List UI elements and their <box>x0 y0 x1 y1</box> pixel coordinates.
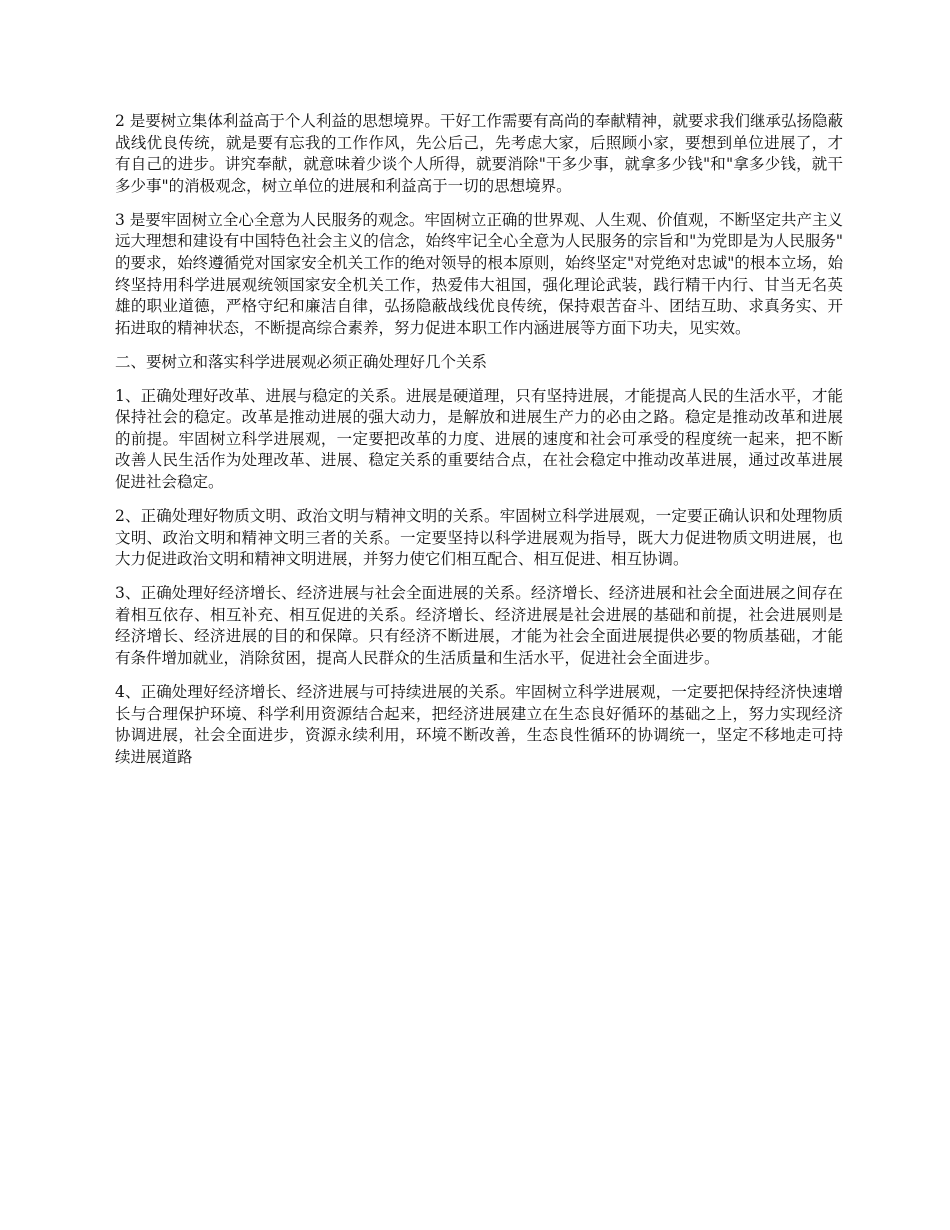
paragraph-relation-4: 4、正确处理好经济增长、经济进展与可持续进展的关系。牢固树立科学进展观，一定要把保持经济快速增长与合理保护环境、科学利用资源结合起来，把经济进展建立在生态良好循环的基础之上，努力实现经济协调进展，社会全面进步，资源永续利用，环境不断改善，生态良性循环的协调统一，坚定不移地走可持续进展道路 <box>115 683 843 766</box>
section-heading-2: 二、要树立和落实科学进展观必须正确处理好几个关系 <box>115 352 488 371</box>
document-body <box>115 111 843 781</box>
paragraph-relation-3: 3、正确处理好经济增长、经济进展与社会全面进展的关系。经济增长、经济进展和社会全面进展之间存在着相互依存、相互补充、相互促进的关系。经济增长、经济进展是社会进展的基础和前提，社会进展则是经济增长、经济进展的目的和保障。只有经济不断进展，才能为社会全面进展提供必要的物质基础，才能有条件增加就业，消除贫困，提高人民群众的生活质量和生活水平，促进社会全面进步。 <box>115 584 843 668</box>
paragraph-relation-1: 1、正确处理好改革、进展与稳定的关系。进展是硬道理，只有坚持进展，才能提高人民的生活水平，才能保持社会的稳定。改革是推动进展的强大动力，是解放和进展生产力的必由之路。稳定是推动改革和进展的前提。牢固树立科学进展观，一定要把改革的力度、进展的速度和社会可承受的程度统一起来，把不断改善人民生活作为处理改革、进展、稳定关系的重要结合点，在社会稳定中推动改革进展，通过改革进展促进社会稳定。 <box>115 386 843 492</box>
paragraph-relation-2: 2、正确处理好物质文明、政治文明与精神文明的关系。牢固树立科学进展观，一定要正确认识和处理物质文明、政治文明和精神文明三者的关系。一定要坚持以科学进展观为指导，既大力促进物质文明进展，也大力促进政治文明和精神文明进展，并努力使它们相互配合、相互促进、相互协调。 <box>115 507 843 569</box>
paragraph-point-2: 2 是要树立集体利益高于个人利益的思想境界。干好工作需要有高尚的奉献精神，就要求我们继承弘扬隐蔽战线优良传统，就是要有忘我的工作作风，先公后己，先考虑大家，后照顾小家，要想到单位进展了，才有自己的进步。讲究奉献，就意味着少谈个人所得，就要消除"干多少事，就拿多少钱"和"拿多少钱，就干多少事"的消极观念，树立单位的进展和利益高于一切的思想境界。 <box>115 112 843 195</box>
paragraph-point-3: 3 是要牢固树立全心全意为人民服务的观念。牢固树立正确的世界观、人生观、价值观，不断坚定共产主义远大理想和建设有中国特色社会主义的信念，始终牢记全心全意为人民服务的宗旨和"为党即是为人民服务"的要求，始终遵循党对国家安全机关工作的绝对领导的根本原则，始终坚定"对党绝对忠诚"的根本立场，始终坚持用科学进展观统领国家安全机关工作，热爱伟大祖国，强化理论武装，践行精干内行、甘当无名英雄的职业道德，严格守纪和廉洁自律，弘扬隐蔽战线优良传统，保持艰苦奋斗、团结互助、求真务实、开拓进取的精神状态，不断提高综合素养，努力促进本职工作内涵进展等方面下功夫，见实效。 <box>115 210 843 337</box>
